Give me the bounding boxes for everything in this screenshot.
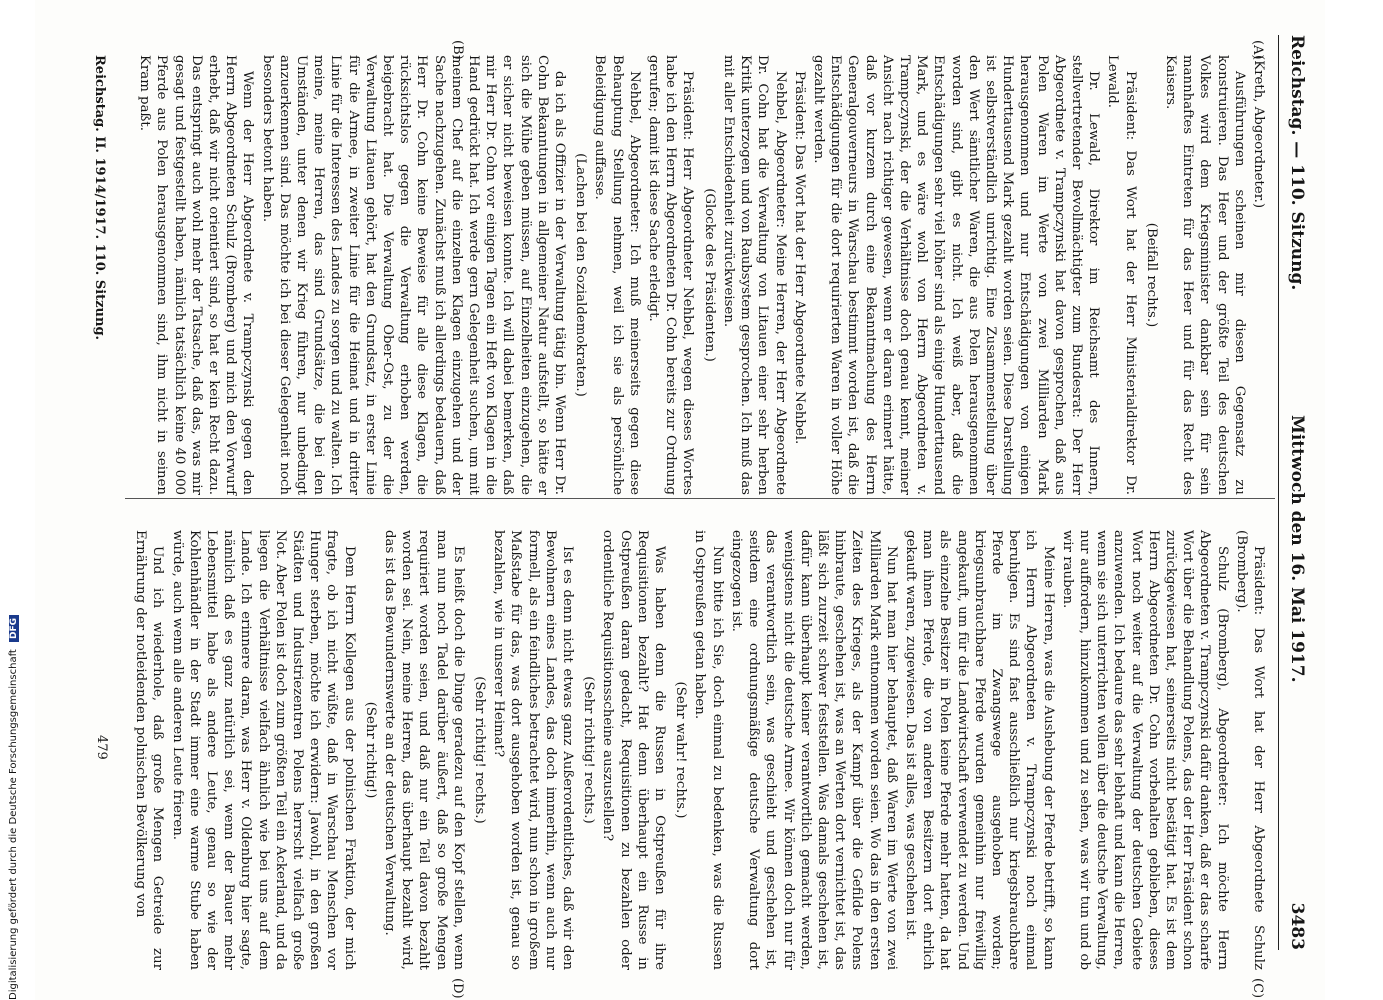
right-text-column [130,530,1267,970]
paragraph: Nun hat man hier behauptet, daß Waren im Werte von zwei Milliarden Mark entnommen worden seien. Wo das in den ersten Zeiten des Krieges, als der Kampf über die Gefilde Polens hinbraute, geschehen ist, was an Werten dort vernichtet ist, das läßt sich zurzeit schwer feststellen. Was damals geschehen ist, dafür kann überhaupt keiner verantwortlich gemacht werden, wenigstens nicht die deutsche Armee. Wir können doch nur für das verantwortlich sein, was geschieht und geschehen ist, seitdem eine ordnungsmäßige deutsche Verwaltung dort eingezogen ist. [728,530,899,970]
left-text-column [134,55,1267,495]
page-footer: Reichstag. II. 1914/1917. 110. Sitzung. [92,55,107,341]
paragraph: Es heißt doch die Dinge geradezu auf den Kopf stellen, wenn man nun noch Tadel darüber äußert, daß so große Mengen requiriert worden seien, und daß nur ein Teil davon bezahlt worden sei. Nein, meine Herren, das überhaupt bezahlt wird, das ist das Bewundernswerte an der deutschen Verwaltung. [382,530,466,970]
digitization-credit [8,615,19,1000]
margin-mark-a: (A) [1250,40,1265,60]
header-session: Reichstag. — 110. Sitzung. [1287,35,1307,291]
header-column-number: 3483 [1287,902,1307,950]
running-header [1277,35,1307,950]
credit-text: Digitalisierung gefördert durch die Deutsche Forschungsgemeinschaft [8,649,19,1000]
paragraph: Präsident: Das Wort hat der Herr Ministerialdirektor Dr. Lewald. [1105,55,1138,495]
column-divider [125,498,1275,499]
page-number: 479 [94,735,109,760]
paragraph: Präsident: Das Wort hat der Herr Abgeordnete Schulz (Bromberg). [1233,530,1266,970]
paragraph: da ich als Offizier in der Verwaltung tätig bin. Wenn Herr Dr. Cohn Bekanntungen in allgemeiner Natur aufstellt, so hätte er sich die Mühe geben müssen, auf Einzelheiten einzugehen, die er sicher nicht beweisen konnte. Ich will dabei bemerken, daß mir Herr Dr. Cohn vor einigen Tagen ein Heft von Klagen in die Hand gedrückt hat. Ich werde gern Gelegenheit suchen, um mit meinem Chef auf die einzelnen Klagen einzugehen und der Sache nachzugehen. Zunächst muß ich allerdings bedauern, daß Herr Dr. Cohn keine Beweise für alle diese Klagen, die rücksichtslos gegen die Verwaltung erhoben werden, beigebracht hat. Die Verwaltung Ober-Ost, zu der die Verwaltung Litauen gehört, hat den Grundsatz, in erster Linie für die Armee, in zweiter Linie für die Heimat und in dritter Linie für die Interessen des Landes zu sorgen und zu walten. Ich meine, meine Herren, das sind Grundsätze, die bei den Umständen, unter denen wir Krieg führen, nur unbedingt anzuerkennen sind. Das möchte ich bei dieser Gelegenheit noch besonders betont haben. [259,55,568,495]
paragraph: Präsident: Herr Abgeordneter Nehbel, wegen dieses Wortes habe ich den Herrn Abgeordneten Dr. Cohn bereits zur Ordnung gerufen; damit ist diese Sache erledigt. [646,55,696,495]
interjection: (Sehr richtig! rechts.) [472,676,488,824]
paragraph: Nehbel, Abgeordneter: Ich muß meinerseits gegen diese Behauptung Stellung nehmen, weil ich sie als persönliche Beleidigung auffasse. [592,55,642,495]
interjection: (Sehr wahr! rechts.) [673,681,689,819]
interjection: (Sehr richtig! rechts.) [581,676,597,824]
paragraph: Dr. Lewald, Direktor im Reichsamt des Innern, stellvertretender Bevollmächtigter zum Bundesrat: Der Herr Abgeordnete v. Trampczynski hat davon gesprochen, daß aus Polen Waren im Werte von zwei Milliarden Mark herausgenommen und nur Entschädigungen von einigen Hunderttausend Mark gezahlt worden seien. Diese Darstellung ist selbstverständlich unrichtig. Eine Zusammenstellung über den Wert sämtlicher Waren, die aus Polen herausgenommen worden sind, gibt es nicht. Ich weiß aber, daß die Entschädigungen sehr viel höher sind als einige Hunderttausend Mark, und es wäre wohl von Herrn Abgeordneten v. Trampczynski, der die Verhältnisse doch genau kennt, meiner Ansicht nach richtiger gewesen, wenn er daran erinnert hätte, daß vor kurzem durch eine Bekanntmachung des Herrn Generalgouverneurs in Warschau bestimmt worden ist, daß die Entschädigungen für die dort requirierten Waren in voller Höhe gezahlt werden. [810,55,1102,495]
paragraph: Und ich wiederhole, daß große Mengen Getreide zur Ernährung der notleidenden polnischen Bevölkerung von [133,530,166,970]
paragraph: Dem Herrn Kollegen aus der polnischen Fraktion, der mich fragte, ob ich nicht wüßte, daß in Warschau Menschen vor Hunger sterben, möchte ich erwidern: Jawohl, in den großen Städten und Industriezentren Polens herrscht vielfach große Not. Aber Polen ist doch zum größten Teil ein Ackerland, und da liegen die Verhältnisse vielfach ähnlich wie bei uns auf dem Lande. Ich erinnere daran, was Herr v. Oldenburg hier sagte, nämlich daß es ganz natürlich sei, wenn der Bauer mehr Lebensmittel habe als andere Leute, genau so wie der Kohlenhändler in der Stadt immer eine warme Stube haben würde, auch wenn alle anderen Leute frieren. [169,530,357,970]
paragraph: Ausführungen scheinen mir diesen Gegensatz zu konstruieren. Das Heer und der größte Teil des deutschen Volkes wird dem Kriegsminister dankbar sein für sein mannhaftes Eintreten für das Heer und für das Recht des Kaisers. [1162,55,1247,495]
margin-mark-b: (B) [450,40,465,60]
interjection: (Lachen bei den Sozialdemokraten.) [573,153,589,397]
paragraph: Meine Herren, was die Aushebung der Pferde betrifft, so kann ich Herrn Abgeordneten v. Trampczynski noch einmal beruhigen. Es sind fast ausschließlich nur kriegsbrauchbare Pferde im Zwangswege ausgehoben worden; kriegsunbrauchbare Pferde wurden gemeinhin nur freiwillig angekauft, um für die Landwirtschaft verwendet zu werden. Und als einzelne Besitzer in Polen keine Pferde mehr hatten, da hat man ihnen Pferde, die von anderen Besitzern dort ehrlich gekauft waren, zugewiesen. Das ist alles, was geschehen ist. [902,530,1056,970]
paragraph: Nun bitte ich Sie, doch einmal zu bedenken, was die Russen in Ostpreußen getan haben. [692,530,725,970]
paragraph: Präsident: Das Wort hat der Herr Abgeordnete Nehbel. [791,71,807,445]
paragraph: Wenn der Herr Abgeordnete v. Trampczynski gegen den Herrn Abgeordneten Schulz (Bromberg) und mich den Vorwurf erhebt, daß wir nicht orientiert sind, so hat er kein Recht dazu. Das entspringt auch wohl mehr der Tatsache, daß das, was mir gesagt und festgestellt haben, nämlich tatsächlich keine 40 000 Pferde aus Polen herausgenommen sind, ihm nicht in seinen Kram paßt. [137,55,256,495]
dfg-logo: DFG [9,615,19,642]
interjection: (Glocke des Präsidenten.) [701,188,717,362]
paragraph: Ist es denn nicht etwas ganz Außerordentliches, daß wir den Bewohnern eines Landes, das doch immerhin, wenn auch nur formell, als ein feindliches betrachtet wird, nun schon in großem Maßstabe für das, was dort ausgehoben worden ist, genau so bezahlen, wie in unserer Heimat? [491,530,576,970]
paragraph: Was haben denn die Russen in Ostpreußen für ihre Requisitionen bezahlt? Hat denn überhaupt ein Russe in Ostpreußen daran gedacht, Requisitionen zu bezahlen oder ordentliche Requisitionsscheine auszustellen? [600,530,668,970]
paragraph: Schulz (Bromberg), Abgeordneter: Ich möchte Herrn Abgeordneten v. Trampczynski dafür danken, daß er das scharfe Wort über die Behandlung Polens, das der Herr Präsident schon zurückgewiesen hat, seinerseits nicht bestätigt hat. Es ist dem Herrn Abgeordneten Dr. Cohn vorbehalten geblieben, dieses Wort noch weiter auf die Verwaltung der deutschen Gebiete anzuwenden. Ich bedaure das sehr lebhaft und kann die Herren, wenn sie sich unterrichten wollen über die deutsche Verwaltung, nur auffordern, hinzukommen und zu sehen, was wir tun und ob wir rauben. [1059,530,1230,970]
margin-mark-c: (C) [1250,978,1265,999]
paragraph: (Kreth, Abgeordneter.) [1251,55,1266,209]
header-rule [1278,35,1279,950]
paragraph: Nehbel, Abgeordneter: Meine Herren, der Herr Abgeordnete Dr. Cohn hat die Verwaltung von Litauen einer sehr herben Kritik unterzogen und von Raubsystem gesprochen. Ich muß das mit aller Entschiedenheit zurückweisen. [720,55,788,495]
document-page [35,0,1325,1000]
interjection: (Beifall rechts.) [1143,222,1159,328]
margin-mark-d: (D) [450,978,465,999]
header-date: Mittwoch den 16. Mai 1917. [1287,415,1307,683]
interjection: (Sehr richtig!) [362,701,378,799]
